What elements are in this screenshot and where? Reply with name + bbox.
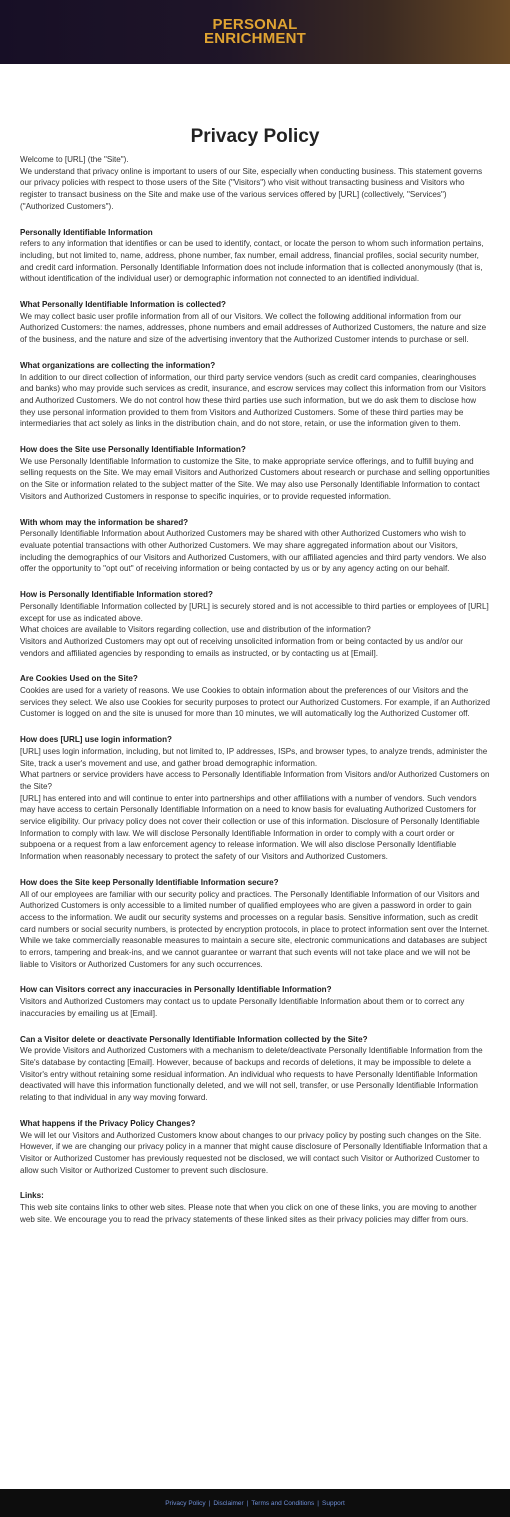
logo-line-2: ENRICHMENT bbox=[204, 30, 306, 47]
section-heading: How does the Site use Personally Identifiable Information? bbox=[20, 445, 246, 455]
footer-separator: | bbox=[317, 1499, 319, 1507]
section-paragraph: We may collect basic user profile information from all of our Visitors. We collect the following additional information from our Authorized Customers: the names, addresses, phone numbers and email addresses of Authorized Customers, the nature and size of the business, and the nature and size of the advertising inventory that the Authorized Customer intends to purchase or sell. bbox=[20, 311, 487, 345]
section-what-collected bbox=[20, 299, 490, 346]
site-header bbox=[0, 0, 510, 64]
section-paragraph: We will let our Visitors and Authorized Customers know about changes to our privacy policy by posting such changes on the Site. However, if we are changing our privacy policy in a manner that might cause disclosure of Personally Identifiable Information that a Visitor or Authorized Customer has previously requested not be disclosed, we will contact such Visitor or Authorized Customer to allow such Visitor or Authorized Customer to prevent such disclosure. bbox=[20, 1130, 488, 1175]
site-logo[interactable] bbox=[204, 18, 306, 46]
section-heading: How is Personally Identifiable Information stored? bbox=[20, 590, 213, 600]
logo-line-1: PERSONAL bbox=[212, 16, 298, 33]
section-paragraph: [URL] uses login information, including, but not limited to, IP addresses, ISPs, and browser types, to analyze trends, administer the Site, track a user's movement and use, and gather broad demographic information. bbox=[20, 746, 488, 768]
section-paragraph: Visitors and Authorized Customers may opt out of receiving unsolicited information from or being contacted by us and/or our vendors and affiliated agencies by responding to emails as instructed, or by contacting us at [Email]. bbox=[20, 636, 463, 658]
section-heading: Links: bbox=[20, 1191, 44, 1201]
section-secure bbox=[20, 877, 490, 971]
section-heading: Are Cookies Used on the Site? bbox=[20, 674, 138, 684]
section-heading: Can a Visitor delete or deactivate Personally Identifiable Information collected by the Site? bbox=[20, 1034, 368, 1044]
footer-link-support[interactable]: Support bbox=[322, 1499, 345, 1507]
intro-section bbox=[20, 154, 490, 213]
section-organizations bbox=[20, 360, 490, 430]
section-paragraph: Personally Identifiable Information collected by [URL] is securely stored and is not accessible to third parties or employees of [URL] except for use as indicated above. bbox=[20, 601, 489, 623]
footer-separator: | bbox=[246, 1499, 249, 1507]
site-footer bbox=[0, 1489, 510, 1517]
section-heading: How can Visitors correct any inaccuracies in Personally Identifiable Information? bbox=[20, 985, 332, 995]
section-heading: What Personally Identifiable Information is collected? bbox=[20, 300, 226, 310]
section-paragraph: [URL] has entered into and will continue to enter into partnerships and other affiliations with a number of vendors. Such vendors may have access to certain Personally Identifiable Information on a need to know basis for evaluating Authorized Customers for service eligibility. Our privacy policy does not cover their collection or use of this information. Disclosure of Personally Identifiable Information to comply with law. We will disclose Personally Identifiable Information in order to comply with a court order or subpoena or a request from a law enforcement agency to release information. We will also disclose Personally Identifiable Information when reasonably necessary to protect the safety of our Visitors and Authorized Customers. bbox=[20, 793, 480, 862]
section-paragraph: We use Personally Identifiable Information to customize the Site, to make appropriate service offerings, and to fulfill buying and selling requests on the Site. We may email Visitors and Authorized Customers about research or purchase and selling opportunities on the Site or information related to the subject matter of the Site. We may also use Personally Identifiable Information to contact Visitors and Authorized Customers in response to specific inquiries, or to provide requested information. bbox=[20, 456, 490, 501]
section-paragraph: What partners or service providers have access to Personally Identifiable Information from Visitors and/or Authorized Customers on the Site? bbox=[20, 770, 490, 791]
section-site-use bbox=[20, 444, 490, 503]
section-changes bbox=[20, 1118, 490, 1177]
section-heading: What organizations are collecting the information? bbox=[20, 360, 216, 370]
section-stored bbox=[20, 589, 490, 659]
section-delete bbox=[20, 1034, 490, 1104]
section-pii bbox=[20, 227, 490, 286]
section-paragraph: All of our employees are familiar with our security policy and practices. The Personally Identifiable Information of our Visitors and Authorized Customers is only accessible to a limited number of qualified employees who are given a password in order to gain access to the information. We audit our security systems and processes on a regular basis. Sensitive information, such as credit card numbers or social security numbers, is protected by encryption protocols, in place to protect information sent over the Internet. While we take commercially reasonable measures to maintain a secure site, electronic communications and databases are subject to errors, tampering and break-ins, and we cannot guarantee or warrant that such events will not take place and we will not be liable to Visitors or Authorized Customers for any such occurrences. bbox=[20, 889, 490, 969]
policy-sections bbox=[20, 227, 490, 1226]
section-heading: What happens if the Privacy Policy Changes? bbox=[20, 1118, 196, 1128]
intro-line-1: Welcome to [URL] (the "Site"). bbox=[20, 155, 129, 164]
section-links bbox=[20, 1190, 490, 1225]
section-heading: How does the Site keep Personally Identifiable Information secure? bbox=[20, 877, 279, 887]
footer-link-terms[interactable]: Terms and Conditions bbox=[251, 1499, 315, 1507]
policy-content bbox=[0, 126, 510, 1225]
section-correct bbox=[20, 984, 490, 1019]
section-paragraph: Personally Identifiable Information about Authorized Customers may be shared with other Authorized Customers who wish to evaluate potential transactions with other Authorized Customers. We may share aggregated information about our Visitors, including the demographics of our Visitors and Authorized Customers, with our affiliated agencies and third party vendors. We also offer the opportunity to "opt out" of receiving information or being contacted by us or by any agency acting on our behalf. bbox=[20, 529, 487, 574]
section-heading: With whom may the information be shared? bbox=[20, 517, 189, 527]
intro-line-2: We understand that privacy online is important to users of our Site, especially when conducting business. This statement governs our privacy policies with respect to those users of the Site ("Visitors") who visit without transacting business and Visitors who register to transact business on the Site and make use of the various services offered by [URL] (collectively, "Services") ("Authorized Customers"). bbox=[20, 166, 483, 211]
section-paragraph: We provide Visitors and Authorized Customers with a mechanism to delete/deactivate Personally Identifiable Information from the Site's database by contacting [Email]. However, because of backups and records of deletions, it may be impossible to delete a Visitor's entry without retaining some residual information. An individual who requests to have Personally Identifiable Information deactivated will have this information functionally deleted, and we will not sell, transfer, or use Personally Identifiable Information relating to that individual in any way moving forward. bbox=[20, 1046, 483, 1103]
footer-link-disclaimer[interactable]: Disclaimer bbox=[213, 1499, 244, 1507]
section-paragraph: This web site contains links to other web sites. Please note that when you click on one of these links, you are moving to another web site. We encourage you to read the privacy statements of these linked sites as their privacy policies may differ from ours. bbox=[20, 1203, 477, 1224]
footer-separator: | bbox=[208, 1499, 211, 1507]
section-shared bbox=[20, 517, 490, 576]
section-paragraph: Cookies are used for a variety of reasons. We use Cookies to obtain information about the preferences of our Visitors and the services they select. We also use Cookies for security purposes to protect our Authorized Customers. For example, if an Authorized Customer is logged on and the site is unused for more than 10 minutes, we will automatically log the Authorized Customer off. bbox=[20, 686, 490, 719]
section-paragraph: Visitors and Authorized Customers may contact us to update Personally Identifiable Information about them or to correct any inaccuracies by emailing us at [Email]. bbox=[20, 997, 465, 1018]
section-paragraph: refers to any information that identifies or can be used to identify, contact, or locate the person to whom such information pertains, including, but not limited to, name, address, phone number, fax number, email address, financial profiles, social security number, and credit card information. Personally Identifiable Information does not include information that is collected anonymously (that is, without identification of the individual user) or demographic information not connected to an identified individual. bbox=[20, 239, 484, 284]
footer-link-privacy-policy[interactable]: Privacy Policy bbox=[165, 1499, 206, 1507]
section-paragraph: In addition to our direct collection of information, our third party service vendors (such as credit card companies, clearinghouses and banks) who may provide such services as credit, insurance, and escrow services may collect this information from our Visitors and Authorized Customers. We do not control how these third parties use such information, but we do ask them to disclose how they use personal information provided to them from Visitors and Authorized Customers. Some of these third parties may be intermediaries that act solely as links in the distribution chain, and do not store, retain, or use the information given to them. bbox=[20, 372, 486, 429]
section-cookies bbox=[20, 673, 490, 720]
section-heading: How does [URL] use login information? bbox=[20, 735, 172, 745]
section-heading: Personally Identifiable Information bbox=[20, 227, 153, 237]
section-paragraph: What choices are available to Visitors regarding collection, use and distribution of the information? bbox=[20, 625, 371, 635]
section-login-info bbox=[20, 734, 490, 863]
page-title: Privacy Policy bbox=[190, 126, 320, 147]
